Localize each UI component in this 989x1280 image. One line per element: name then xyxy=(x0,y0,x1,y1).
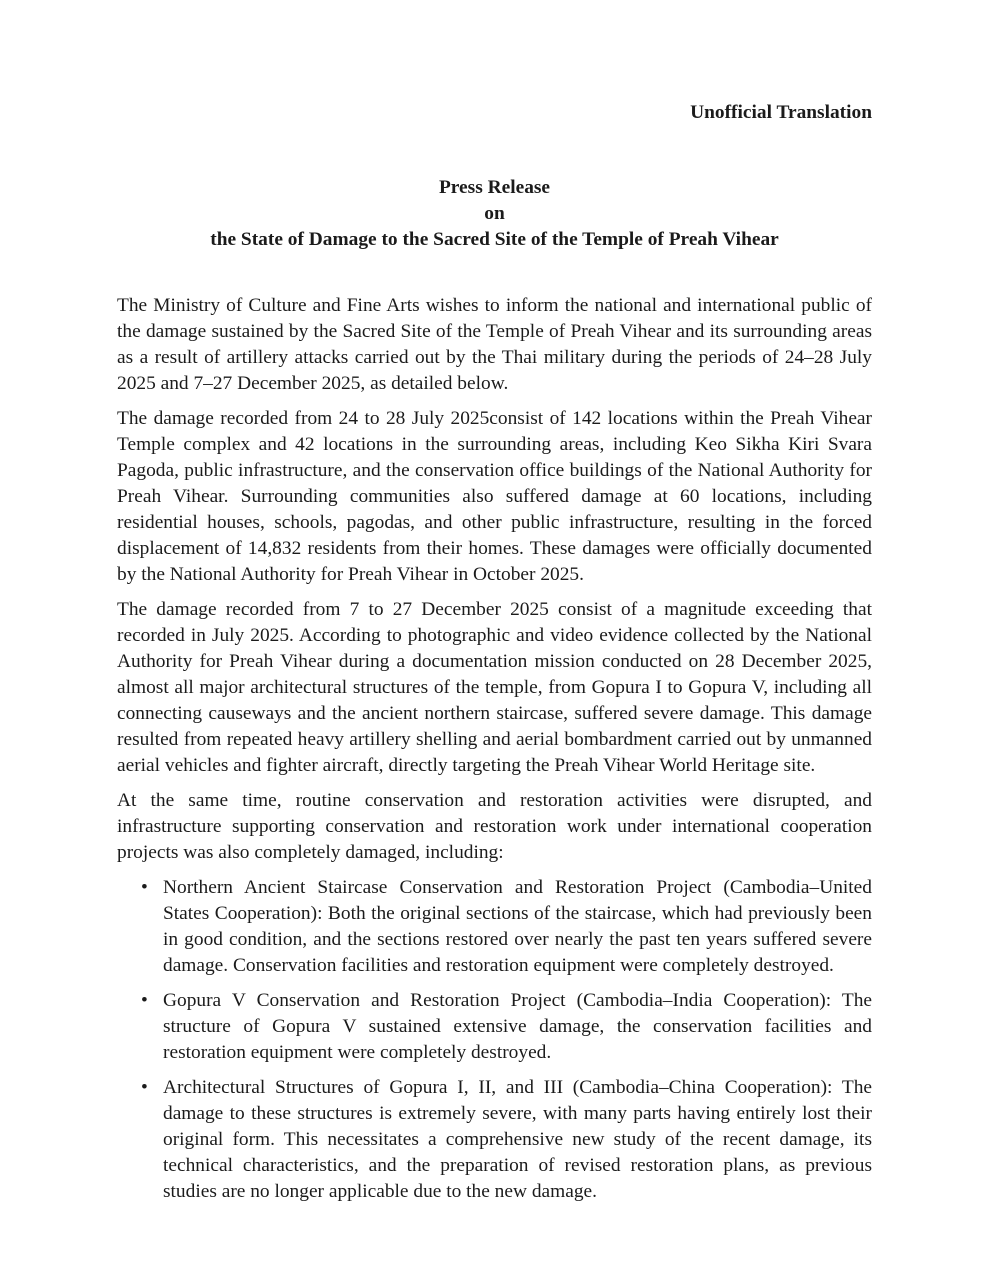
bullet-text-gopura-i-ii-iii: Architectural Structures of Gopura I, II, and III (Cambodia–China Cooperation): The damage to these structures is extremely severe, with many parts having entirely lost their original form. This necessitates a comprehensive new study of the recent damage, its technical characteristics, and the preparation of revised restoration plans, as previous studies are no longer applicable due to the new damage. xyxy=(163,1077,872,1202)
bullet-item-gopura-v xyxy=(117,988,872,1066)
bullet-text-gopura-v: Gopura V Conservation and Restoration Project (Cambodia–India Cooperation): The structure of Gopura V sustained extensive damage, the conservation facilities and restoration equipment were completely destroyed. xyxy=(163,990,872,1063)
body-paragraph-intro: The Ministry of Culture and Fine Arts wishes to inform the national and international public of the damage sustained by the Sacred Site of the Temple of Preah Vihear and its surrounding areas as a result of artillery attacks carried out by the Thai military during the periods of 24–28 July 2025 and 7–27 December 2025, as detailed below. xyxy=(117,295,872,394)
title-line-subject: the State of Damage to the Sacred Site of the Temple of Preah Vihear xyxy=(210,229,779,250)
bullet-item-gopura-i-ii-iii xyxy=(117,1075,872,1205)
body-paragraph-december-damage: The damage recorded from 7 to 27 December 2025 consist of a magnitude exceeding that recorded in July 2025. According to photographic and video evidence collected by the National Authority for Preah Vihear during a documentation mission conducted on 28 December 2025, almost all major architectural structures of the temple, from Gopura I to Gopura V, including all connecting causeways and the ancient northern staircase, suffered severe damage. This damage resulted from repeated heavy artillery shelling and aerial bombardment carried out by unmanned aerial vehicles and fighter aircraft, directly targeting the Preah Vihear World Heritage site. xyxy=(117,599,872,776)
body-paragraph-conservation-disruption: At the same time, routine conservation and restoration activities were disrupted, and infrastructure supporting conservation and restoration work under international cooperation projects was also completely damaged, including: xyxy=(117,790,872,863)
title-line-on: on xyxy=(484,203,505,224)
bullet-text-northern-staircase: Northern Ancient Staircase Conservation and Restoration Project (Cambodia–United States Cooperation): Both the original sections of the staircase, which had previously been in good condition, and the sections restored over nearly the past ten years suffered severe damage. Conservation facilities and restoration equipment were completely destroyed. xyxy=(163,877,872,976)
bullet-marker: • xyxy=(141,990,148,1011)
document-title xyxy=(117,175,872,253)
body-paragraph-july-damage: The damage recorded from 24 to 28 July 2025consist of 142 locations within the Preah Vihear Temple complex and 42 locations in the surrounding areas, including Keo Sikha Kiri Svara Pagoda, public infrastructure, and the conservation office buildings of the National Authority for Preah Vihear. Surrounding communities also suffered damage at 60 locations, including residential houses, schools, pagodas, and other public infrastructure, resulting in the forced displacement of 14,832 residents from their homes. These damages were officially documented by the National Authority for Preah Vihear in October 2025. xyxy=(117,408,872,585)
bullet-list xyxy=(117,875,872,1205)
translation-note: Unofficial Translation xyxy=(690,102,872,123)
bullet-marker: • xyxy=(141,877,148,898)
bullet-item-northern-staircase xyxy=(117,875,872,979)
title-line-press-release: Press Release xyxy=(438,177,551,198)
bullet-marker: • xyxy=(141,1077,148,1098)
